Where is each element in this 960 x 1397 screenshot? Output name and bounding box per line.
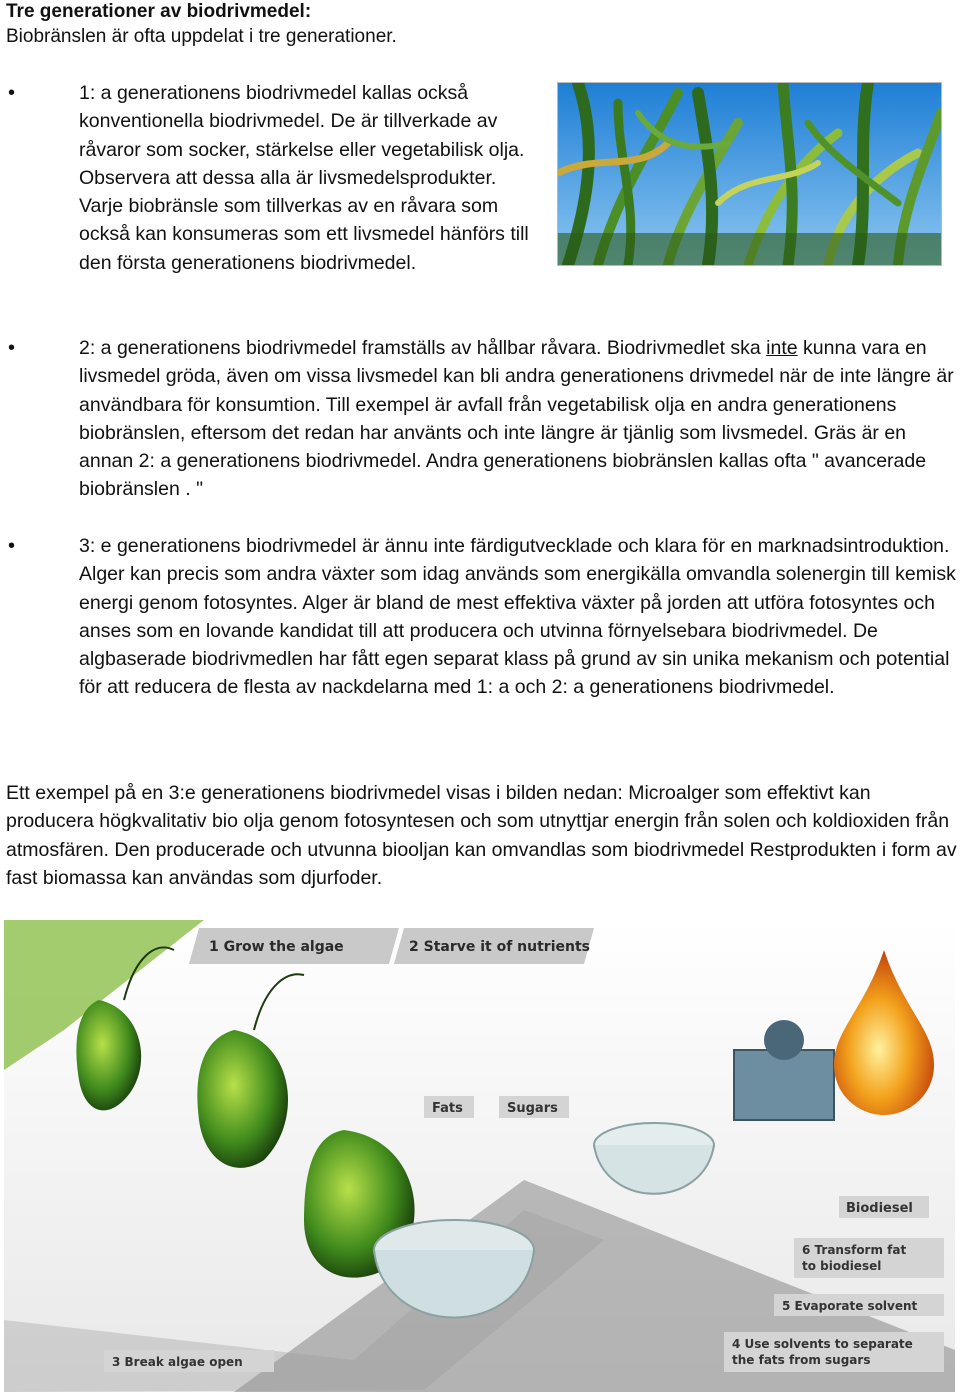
bullet-second-generation [79,334,957,504]
step-5-label: 5 Evaporate solvent [782,1299,918,1313]
document-subtitle: Biobränslen är ofta uppdelat i tre generationer. [6,26,397,47]
bullet-text-part: kunna vara en livsmedel gröda, även om vissa livsmedel kan bli andra generationens drivmedel när de inte längre är användbara för konsumtion. Till exempel är avfall från vegetabilisk olja en andra generationens biobränslen, eftersom det redan har använts och inte längre är tjänlig som livsmedel. Gräs är en annan 2: a generationens biodrivmedel. Andra generationens biobränslen kallas ofta " avancerade biobränslen . " [79,337,954,501]
step-6-label-line2: to biodiesel [802,1259,882,1273]
bullet-marker: • [8,82,16,104]
algae-biodiesel-process-illustration [4,920,955,1392]
underlined-word: inte [766,337,798,359]
step-3-label: 3 Break algae open [112,1355,243,1369]
fats-label: Fats [432,1101,463,1116]
document-title: Tre generationer av biodrivmedel: [6,1,312,22]
step-4-label: 4 Use solvents to separate [732,1337,913,1351]
corn-field-photo [557,82,942,266]
step-4-label-line2: the fats from sugars [732,1353,871,1367]
sugars-label: Sugars [507,1101,558,1116]
bullet-third-generation: 3: e generationens biodrivmedel är ännu inte färdigutvecklade och klara för en marknadsintroduktion. Alger kan precis som andra växter som idag används som energikälla omvandla solenergin till kemisk energi genom fotosyntes. Alger är bland de mest effektiva växter på jorden att utföra fotosyntes och anses som en lovande kandidat till att producera och utvinna förnyelsebara biodrivmedel. De algbaserade biodrivmedlen har fått egen separat klass på grund av sin unika mekanism och potential för att reducera de flesta av nackdelarna med 1: a och 2: a generationens biodrivmedel. [79,535,956,699]
closing-paragraph: Ett exempel på en 3:e generationens biodrivmedel visas i bilden nedan: Microalger som effektivt kan producera högkvalitativ bio olja genom fotosyntesen och som utnyttjar energin från solen och koldioxiden från atmosfären. Den producerade och utvunna biooljan kan omvandlas som biodrivmedel Restprodukten i form av fast biomassa kan användas som djurfoder. [6,782,957,889]
step-1-label: 1 Grow the algae [209,939,344,955]
bullet-marker: • [8,337,16,359]
step-2-label: 2 Starve it of nutrients [409,939,591,955]
bullet-text-part: 2: a generationens biodrivmedel framställs av hållbar råvara. Biodrivmedlet ska [79,337,767,359]
bullet-marker: • [8,535,16,557]
bullet-first-generation: 1: a generationens biodrivmedel kallas också konventionella biodrivmedel. De är tillverkade av råvaror som socker, stärkelse eller vegetabilisk olja. Observera att dessa alla är livsmedelsprodukter. Varje biobränsle som tillverkas av en råvara som också kan konsumeras som ett livsmedel hänförs till den första generationens biodrivmedel. [79,82,529,274]
step-6-label: 6 Transform fat [802,1243,907,1257]
biodiesel-label: Biodiesel [846,1201,913,1216]
